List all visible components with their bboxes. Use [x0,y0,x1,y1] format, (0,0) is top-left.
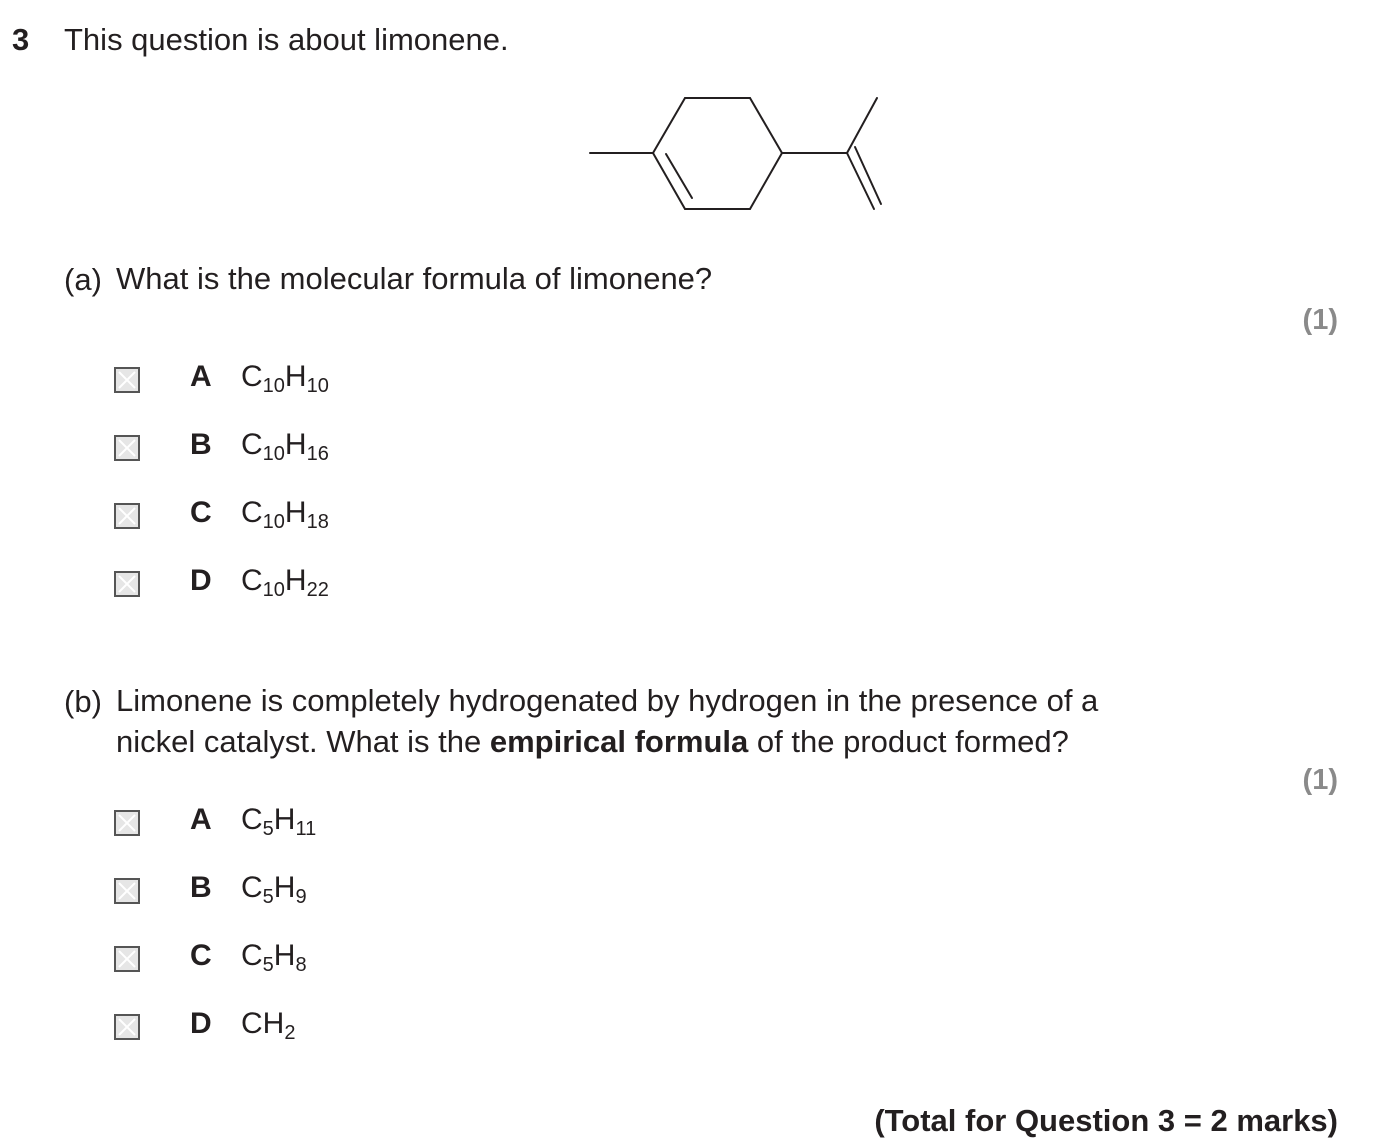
part-b-marks: (1) [1302,764,1338,796]
answer-checkbox[interactable] [114,571,140,597]
answer-checkbox[interactable] [114,503,140,529]
answer-checkbox[interactable] [114,810,140,836]
part-b-option-a[interactable] [114,803,514,847]
option-letter: B [190,871,212,904]
cross-icon [116,573,138,595]
option-letter: A [190,360,212,393]
cross-icon [116,1016,138,1038]
ring-bond [653,98,685,153]
cross-icon [116,437,138,459]
option-letter: D [190,1007,212,1040]
part-a-marks: (1) [1302,304,1338,336]
option-formula: $CH_2$ [241,1007,296,1044]
ring-bond [750,153,782,209]
option-letter: B [190,428,212,461]
part-b-option-c[interactable] [114,939,514,983]
cross-icon [116,880,138,902]
part-b-option-d[interactable] [114,1007,514,1051]
part-b-label: (b) [64,684,102,719]
question-title: This question is about limonene. [64,22,509,57]
limonene-structure-diagram [560,80,920,230]
isopropenyl-methyl-bond [847,98,877,153]
option-letter: C [190,496,212,529]
part-a-option-c[interactable] [114,496,514,540]
question-number: 3 [12,22,30,57]
answer-checkbox[interactable] [114,367,140,393]
ring-double-bond [653,153,685,209]
question-total-marks: (Total for Question 3 = 2 marks) [874,1103,1338,1138]
option-formula: $C_5H_9$ [241,871,307,908]
part-b-question: Limonene is completely hydrogenated by hydrogen in the presence of a nickel catalyst. What is the empirical formula of the product formed? [116,683,1099,759]
cross-icon [116,812,138,834]
answer-checkbox[interactable] [114,878,140,904]
option-formula: $C_{10}H_{22}$ [241,564,329,601]
ring-double-bond-inner [666,154,692,198]
part-b-option-b[interactable] [114,871,514,915]
part-a-option-d[interactable] [114,564,514,608]
cross-icon [116,505,138,527]
option-formula: $C_5H_8$ [241,939,307,976]
option-formula: $C_{10}H_{10}$ [241,360,329,397]
cross-icon [116,369,138,391]
emphasis-text: empirical formula [489,724,749,759]
part-a-option-b[interactable] [114,428,514,472]
option-formula: $C_5H_{11}$ [241,803,317,840]
part-a-label: (a) [64,262,102,297]
option-letter: D [190,564,212,597]
option-formula: $C_{10}H_{18}$ [241,496,329,533]
cross-icon [116,948,138,970]
part-a-option-a[interactable] [114,360,514,404]
answer-checkbox[interactable] [114,1014,140,1040]
option-formula: $C_{10}H_{16}$ [241,428,329,465]
option-letter: A [190,803,212,836]
part-a-question: What is the molecular formula of limonene? [116,261,713,296]
answer-checkbox[interactable] [114,946,140,972]
ring-bond [750,98,782,153]
answer-checkbox[interactable] [114,435,140,461]
option-letter: C [190,939,212,972]
